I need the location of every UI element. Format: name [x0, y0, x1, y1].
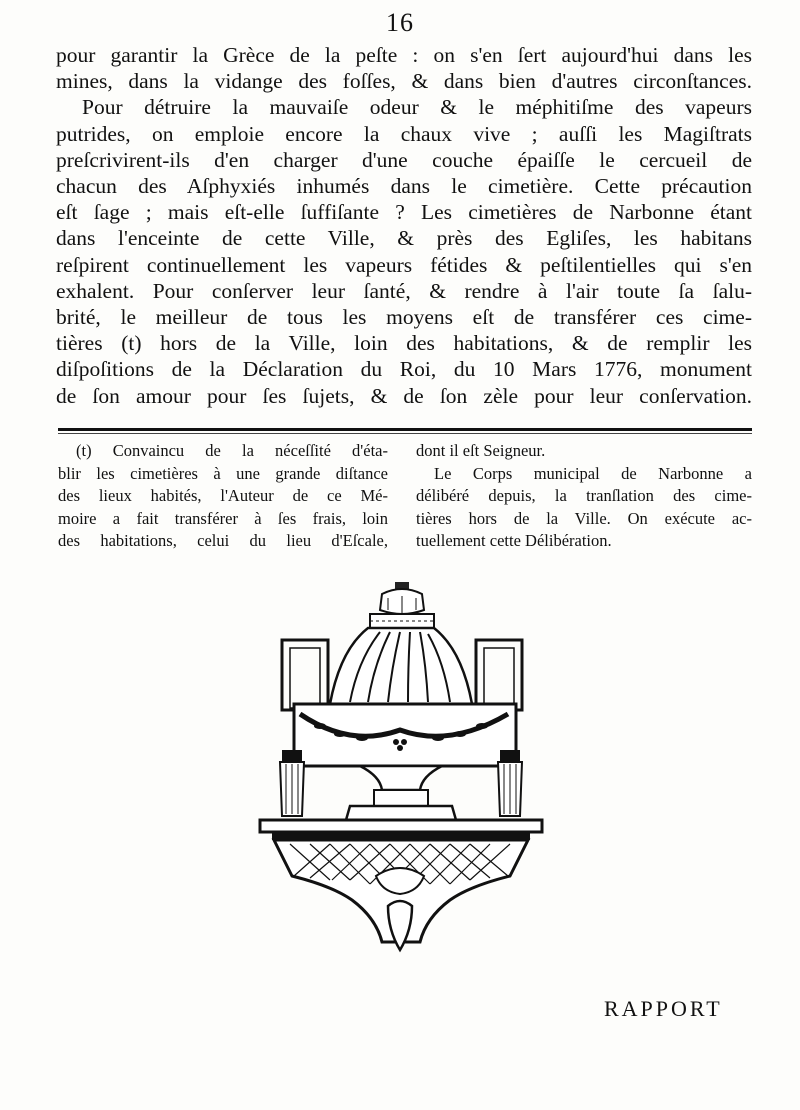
body-line: diſpoſitions de la Déclaration du Roi, du 10 Mars 1776, monument	[56, 357, 752, 382]
footnote-line: tières hors de la Ville. On exécute ac-	[416, 508, 752, 528]
footnote-line: (t) Convaincu de la néceſſité d'éta-	[76, 441, 388, 460]
body-line: eſt ſage ; mais eſt-elle ſuffiſante ? Les cimetières de Narbonne étant	[56, 200, 752, 225]
urn-on-bracket-engraving-icon	[250, 580, 550, 960]
body-text	[56, 42, 752, 409]
footnote-line: moire a fait transférer à ſes frais, loin	[58, 508, 388, 528]
body-line: de ſon amour pour ſes ſujets, & de ſon zèle pour leur conſervation.	[56, 383, 752, 408]
footnote-line: Le Corps municipal de Narbonne a	[434, 463, 752, 483]
footnote-left-column	[58, 440, 388, 553]
footnote-line: tuellement cette Délibération.	[416, 531, 612, 550]
footnote-divider	[58, 428, 752, 431]
body-line: Pour détruire la mauvaiſe odeur & le méphitiſme des vapeurs	[82, 95, 752, 120]
body-line: mines, dans la vidange des foſſes, & dans bien d'autres circonſtances.	[56, 69, 752, 94]
body-line: chacun des Aſphyxiés inhumés dans le cimetière. Cette précaution	[56, 174, 752, 199]
footnote-line: dont il eſt Seigneur.	[416, 441, 546, 460]
body-line: putrides, on emploie encore la chaux vive ; auſſi les Magiſtrats	[56, 121, 752, 146]
footnote-line: des lieux habités, l'Auteur de ce Mé-	[58, 486, 388, 505]
body-line: dans l'enceinte de cette Ville, & près des Egliſes, les habitans	[56, 226, 752, 251]
body-line: preſcrivirent-ils d'en charger d'une couche épaiſſe le cercueil de	[56, 147, 752, 172]
page-number: 16	[386, 8, 414, 37]
body-line: reſpirent continuellement les vapeurs fétides & peſtilentielles qui s'en	[56, 252, 752, 277]
footnote-line: des habitations, celui du lieu d'Eſcale,	[58, 531, 388, 550]
footnote-line: blir les cimetières à une grande diſtance	[58, 463, 388, 483]
footnote-divider-thin	[58, 433, 752, 434]
body-line: tières (t) hors de la Ville, loin des habitations, & de remplir les	[56, 331, 752, 356]
footnote-line: délibéré depuis, la tranſlation des cime-	[416, 486, 752, 505]
body-line: exhalent. Pour conſerver leur ſanté, & rendre à l'air toute ſa ſalu-	[56, 278, 752, 303]
body-line: brité, le meilleur de tous les moyens eſt de transférer ces cime-	[56, 305, 752, 330]
footnote-right-column	[416, 440, 752, 553]
catchword: RAPPORT	[604, 996, 723, 1021]
body-line: pour garantir la Grèce de la peſte : on s'en ſert aujourd'hui dans les	[56, 43, 752, 67]
